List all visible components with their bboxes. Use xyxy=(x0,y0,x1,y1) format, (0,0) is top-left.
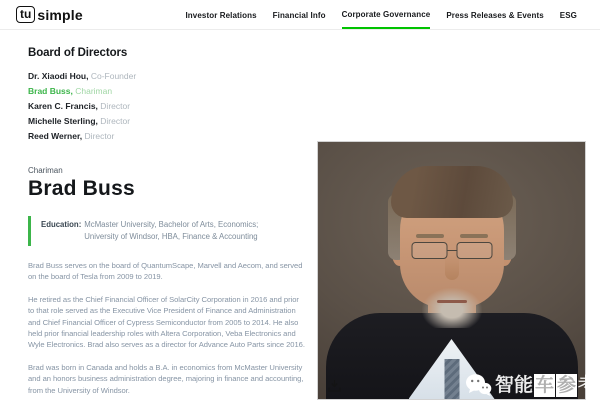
member-role: Director xyxy=(84,131,115,141)
member-role: Director xyxy=(100,101,131,111)
profile-name: Brad Buss xyxy=(28,177,135,200)
left-column xyxy=(28,30,306,407)
nav-financial-info[interactable]: Financial Info xyxy=(272,11,326,20)
education-block xyxy=(28,216,306,246)
member-name: Michelle Sterling, xyxy=(28,116,98,126)
member-name: Brad Buss, xyxy=(28,86,73,96)
board-member-karen-francis[interactable] xyxy=(28,102,306,111)
main-nav xyxy=(185,0,577,29)
member-name: Dr. Xiaodi Hou, xyxy=(28,71,89,81)
biography xyxy=(28,260,306,396)
board-member-brad-buss[interactable] xyxy=(28,87,306,96)
nav-investor-relations[interactable]: Investor Relations xyxy=(185,11,257,20)
watermark-text-boxed: 车 xyxy=(534,374,554,396)
glasses xyxy=(411,242,492,259)
board-of-directors-title: Board of Directors xyxy=(28,47,128,59)
board-member-michelle-sterling[interactable] xyxy=(28,117,306,126)
logo-simple-text: simple xyxy=(37,6,83,23)
education-text xyxy=(84,219,258,243)
wechat-watermark xyxy=(465,373,597,397)
tusimple-logo[interactable] xyxy=(16,6,83,23)
bio-paragraph-3: Brad was born in Canada and holds a B.A. in economics from McMaster University and an honors business administration degree, majoring in finance and accounting, from the University of Windsor. xyxy=(28,362,304,395)
watermark-text: 智能 xyxy=(494,374,533,396)
brad-buss-photo xyxy=(317,141,597,400)
member-role: Chariman xyxy=(75,86,113,96)
logo-tu-box: tu xyxy=(16,6,35,23)
download-icon[interactable] xyxy=(327,379,342,393)
bio-paragraph-2: He retired as the Chief Financial Officer of SolarCity Corporation in 2016 and prior to that role served as the Executive Vice President of Finance and Administration and Chief Financial Officer of Cypress Semiconductor from 2005 to 2014. He also held prior financial leadership roles with Altera Corporation, Veba Electronics and Wyle Electronics. Brad also serves as a director for Advance Auto Parts since 2016. xyxy=(28,294,305,350)
member-name: Reed Werner, xyxy=(28,131,83,141)
board-member-reed-werner[interactable] xyxy=(28,132,306,141)
profile-role-label: Chariman xyxy=(28,166,63,175)
member-name: Karen C. Francis, xyxy=(28,101,98,111)
nav-esg[interactable]: ESG xyxy=(559,11,577,20)
bio-paragraph-1: Brad Buss serves on the board of QuantumScape, Marvell and Aecom, and served on the board of Tesla from 2009 to 2019. xyxy=(28,261,303,282)
wechat-icon xyxy=(465,373,492,397)
member-role: Director xyxy=(100,116,131,126)
member-role: Co-Founder xyxy=(90,71,137,81)
education-label: Education: xyxy=(41,220,82,229)
watermark-text: 考 xyxy=(577,374,597,396)
education-line-1: McMaster University, Bachelor of Arts, Economics; xyxy=(84,220,259,229)
header xyxy=(0,0,600,30)
board-member-list xyxy=(28,72,306,141)
watermark-text-boxed: 参 xyxy=(556,374,576,396)
portrait-illustration xyxy=(318,142,585,399)
nav-corporate-governance[interactable]: Corporate Governance xyxy=(342,0,431,29)
board-member-xiaodi-hou[interactable] xyxy=(28,72,306,81)
education-line-2: University of Windsor, HBA, Finance & Accounting xyxy=(84,232,258,241)
nav-press-releases-events[interactable]: Press Releases & Events xyxy=(446,11,544,20)
